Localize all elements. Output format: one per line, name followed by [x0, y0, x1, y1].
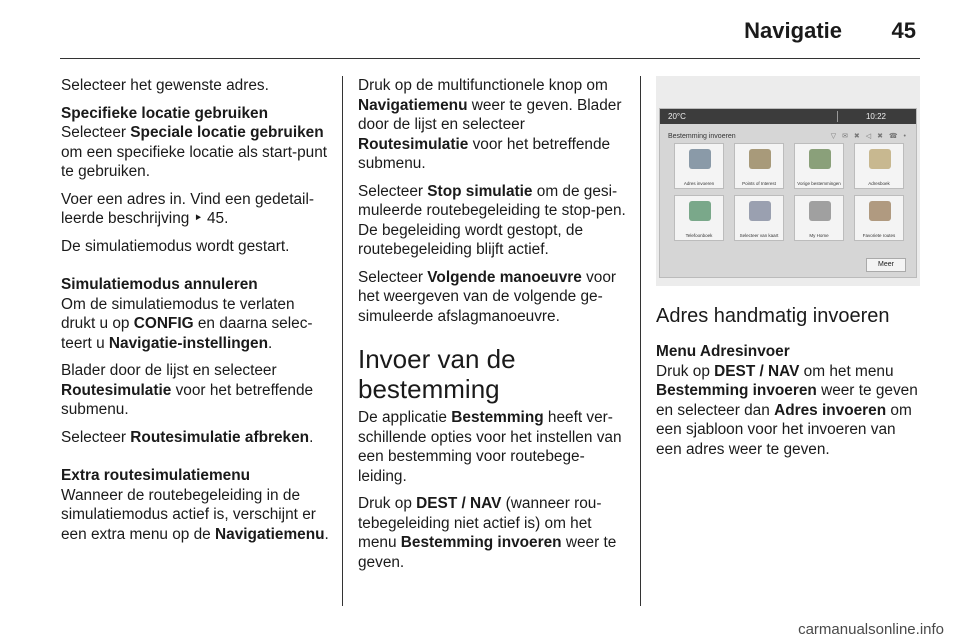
page-header: [0, 0, 960, 62]
page-number: 45: [891, 18, 916, 43]
paragraph: De applicatie Bestemming heeft ver-schillende opties voor het instellen van een bestemming voor routebege-leiding.: [358, 409, 622, 485]
infotainment-screen: [659, 108, 917, 278]
screen-figure: [656, 76, 920, 286]
paragraph: Selecteer Volgende manoeuvre voor het weergeven van de volgende ge-simuleerde afslagmanoeuvre.: [358, 268, 617, 325]
column-divider: [342, 76, 343, 606]
intro-text: Selecteer het gewenste adres.: [61, 77, 269, 94]
paragraph: Selecteer Stop simulatie om de gesi-muleerde routebegeleiding te stop-pen. De begeleiding wordt gestopt, de routebegeleiding blijft actief.: [358, 182, 626, 258]
tile-label: Adres invoeren: [683, 181, 715, 186]
header-rule: [60, 58, 920, 59]
menu-tile[interactable]: [674, 195, 724, 241]
tile-label: My Home: [809, 233, 829, 238]
column-2: [358, 76, 626, 572]
menu-tile[interactable]: [734, 143, 784, 189]
paragraph: Selecteer Routesimulatie afbreken.: [61, 428, 314, 446]
menu-tile[interactable]: [854, 195, 904, 241]
paragraph: Om de simulatiemodus te verlaten drukt u op CONFIG en daarna selec-teert u Navigatie-instellingen.: [61, 295, 313, 352]
menu-tile[interactable]: [854, 143, 904, 189]
column-3: [656, 76, 922, 459]
column-1: [61, 76, 333, 544]
chapter-title: Navigatie: [744, 18, 842, 43]
section-heading: Extra routesimulatiemenu: [61, 467, 251, 484]
screen-title: Bestemming invoeren: [668, 133, 736, 140]
tile-label: Selecteer van kaart: [739, 233, 779, 238]
tile-icon: [869, 201, 891, 221]
tile-icon: [749, 149, 771, 169]
paragraph: Voer een adres in. Vind een gedetail-leerde beschrijving ‣ 45.: [61, 190, 314, 227]
clock: 10:22: [865, 112, 886, 121]
divider: [837, 111, 838, 122]
paragraph: Blader door de lijst en selecteer Routesimulatie voor het betreffende submenu.: [61, 362, 314, 418]
paragraph: Druk op DEST / NAV (wanneer rou-tebegeleiding niet actief is) om het menu Bestemming invoeren weer te geven.: [358, 495, 617, 571]
tile-icon: [869, 149, 891, 169]
menu-tile[interactable]: [674, 143, 724, 189]
paragraph: De simulatiemodus wordt gestart.: [61, 237, 290, 255]
tile-label: Telefoonboek: [685, 233, 713, 238]
menu-tile[interactable]: [794, 195, 844, 241]
tile-icon: [809, 201, 831, 221]
menu-tile[interactable]: [734, 195, 784, 241]
tile-icon: [689, 149, 711, 169]
more-button[interactable]: Meer: [866, 258, 906, 272]
tile-icon: [689, 201, 711, 221]
paragraph: Wanneer de routebegeleiding in de simulatiemodus actief is, verschijnt er een extra menu op de Navigatiemenu.: [61, 486, 329, 543]
tile-label: Points of Interest: [742, 181, 776, 186]
tile-icon: [809, 149, 831, 169]
temperature: 20°C: [668, 112, 686, 121]
status-bar: [660, 109, 916, 124]
section-title: Invoer van de bestemming: [358, 344, 516, 404]
section-heading: Menu Adresinvoer: [656, 343, 790, 360]
section-title: Adres handmatig invoeren: [656, 305, 890, 327]
tile-icon: [749, 201, 771, 221]
tile-label: Adresboek: [868, 181, 890, 186]
paragraph: Druk op DEST / NAV om het menu Bestemming invoeren weer te geven en selecteer dan Adres invoeren om een sjabloon voor het invoeren van een adres weer te geven.: [656, 362, 918, 458]
column-divider: [640, 76, 641, 606]
paragraph: Selecteer Speciale locatie gebruiken om een specifieke locatie als start-punt te gebruiken.: [61, 124, 328, 180]
menu-tiles: [674, 143, 906, 241]
tile-label: Vorige bestemmingen: [797, 181, 841, 186]
status-icons: ▽ ✉ ✖ ◁ ✖ ☎ •: [830, 133, 908, 140]
menu-tile[interactable]: [794, 143, 844, 189]
tile-label: Favoriete routes: [862, 233, 896, 238]
paragraph: Druk op de multifunctionele knop om Navigatiemenu weer te geven. Blader door de lijst en selecteer Routesimulatie voor het betreffende submenu.: [358, 77, 622, 172]
section-heading: Specifieke locatie gebruiken: [61, 104, 268, 122]
watermark: carmanualsonline.info: [798, 621, 944, 638]
section-heading: Simulatiemodus annuleren: [61, 276, 258, 293]
